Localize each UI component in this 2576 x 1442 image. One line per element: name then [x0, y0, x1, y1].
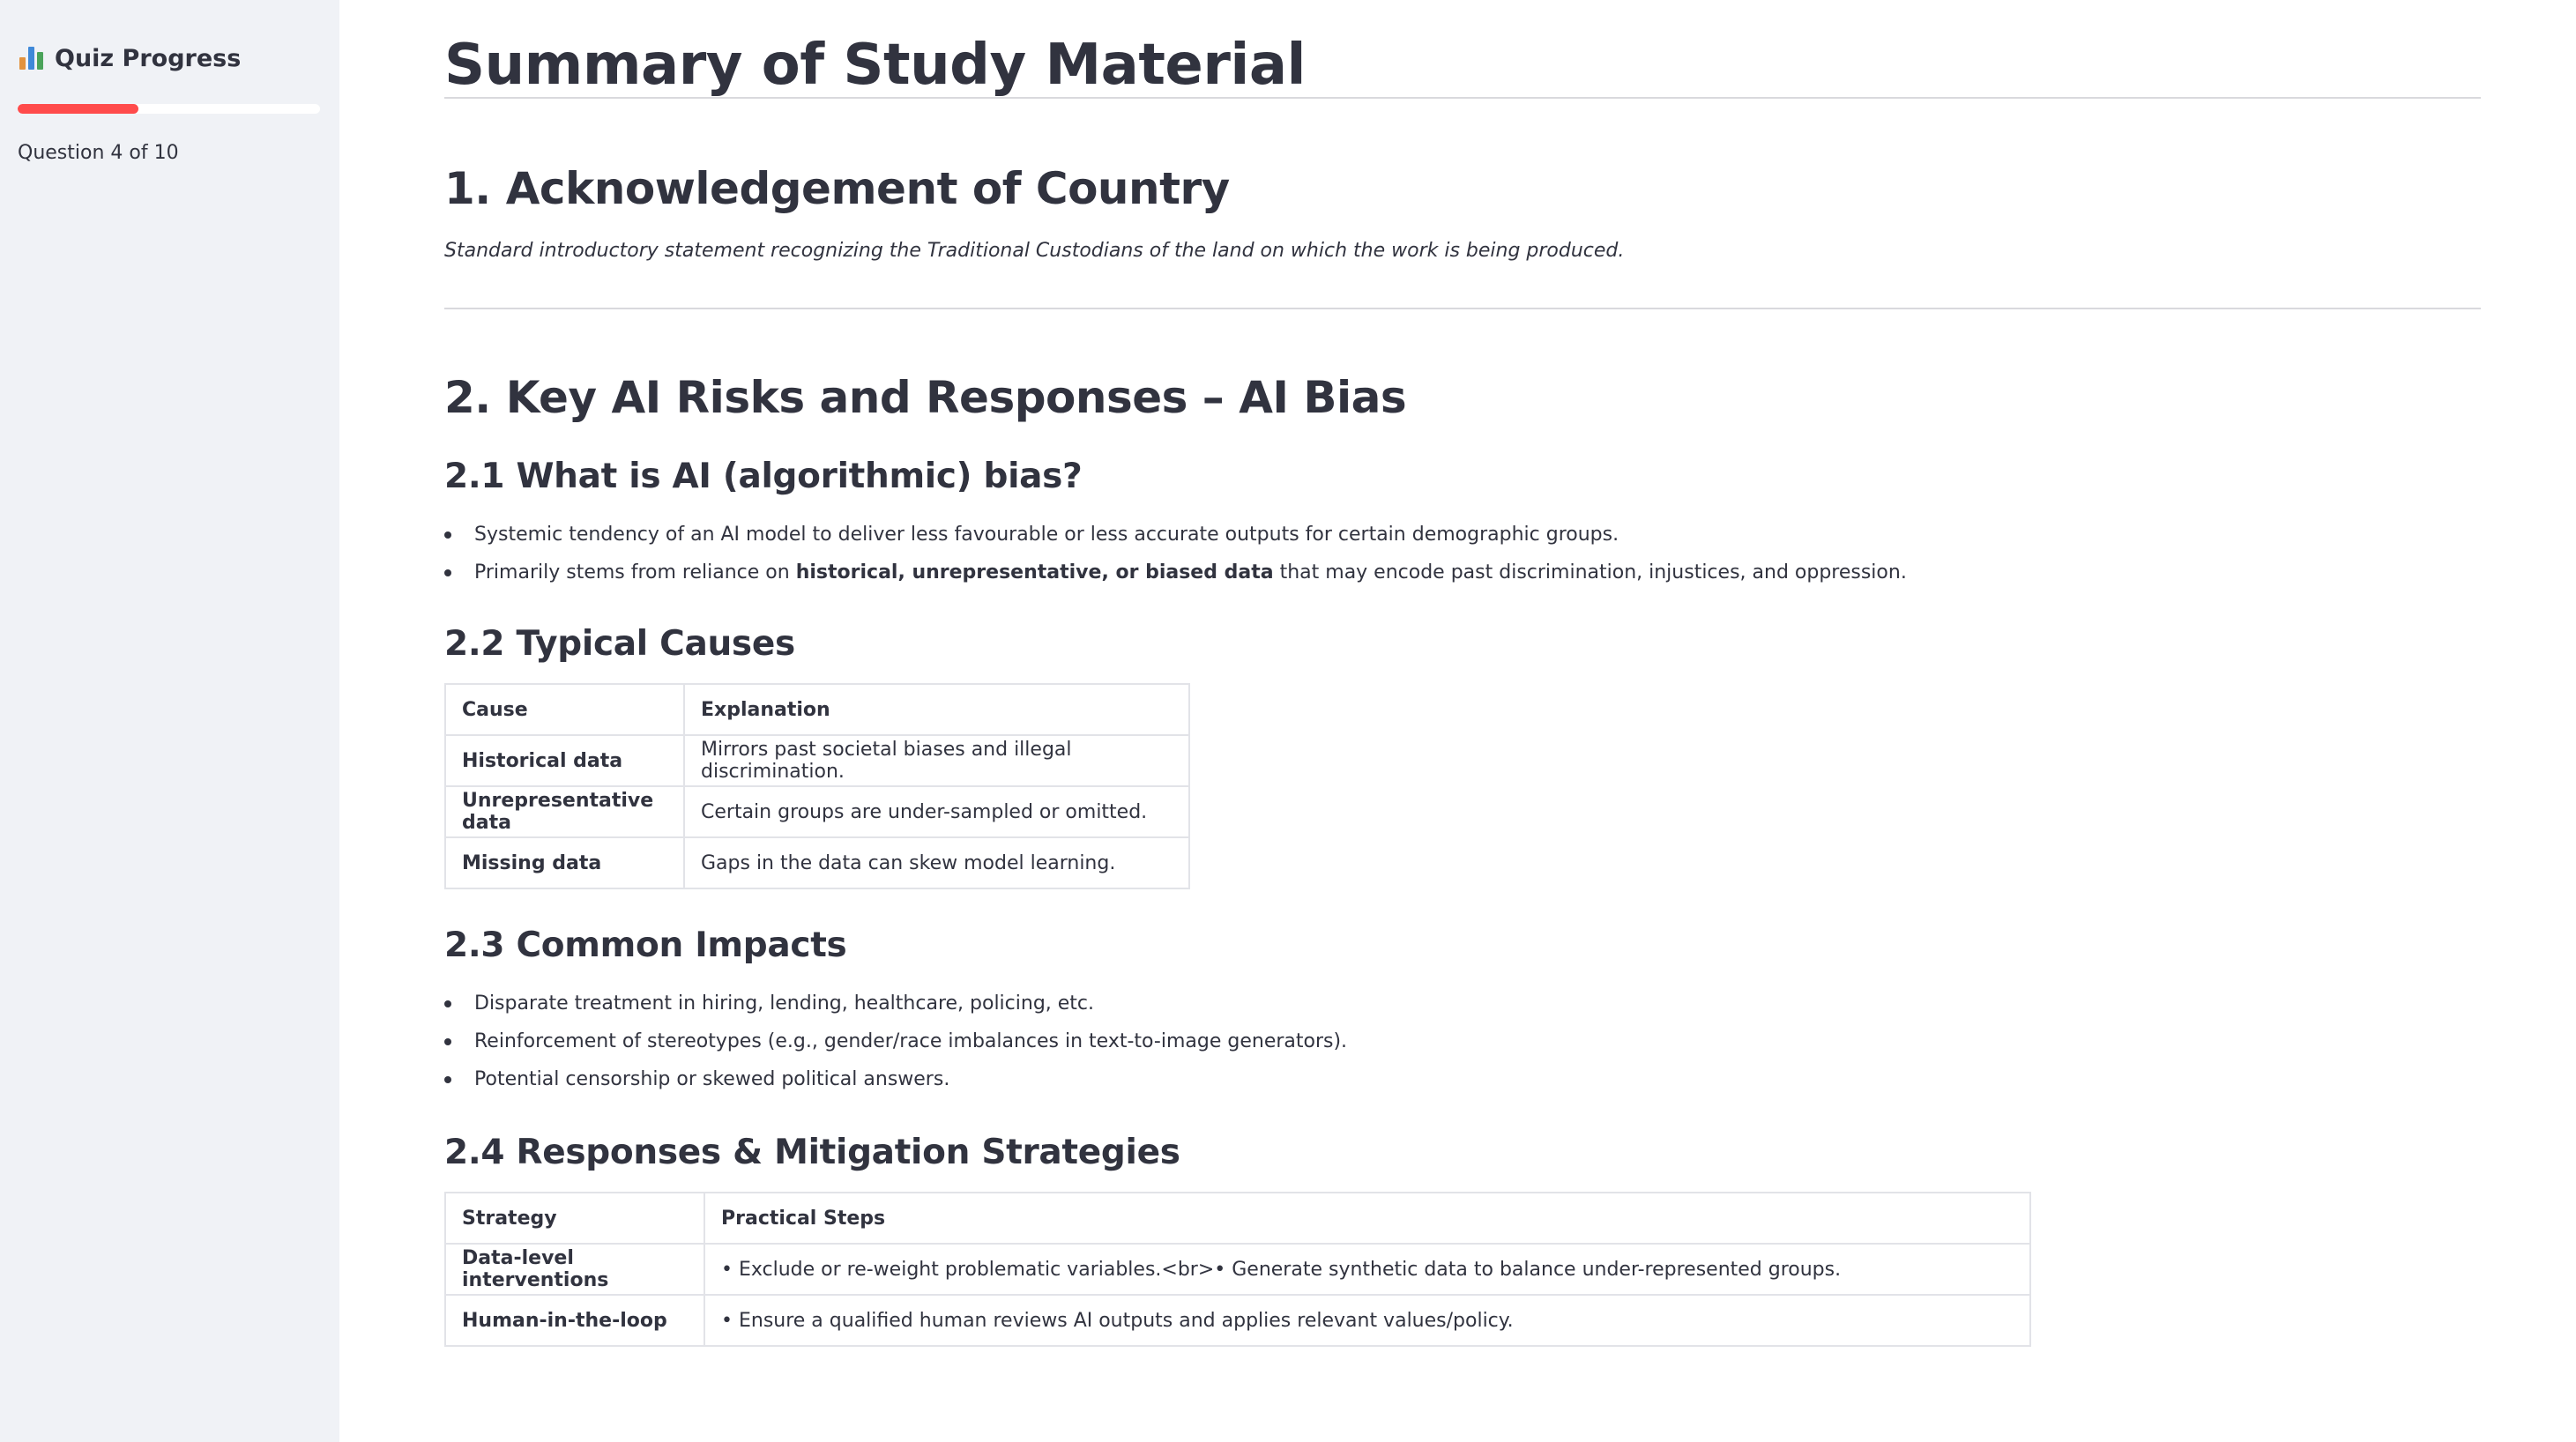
table-header-cell: Strategy [445, 1193, 704, 1244]
table-cell: Historical data [445, 735, 684, 786]
list-item: Primarily stems from reliance on historical, unrepresentative, or biased data that may encode past discrimination, injustices, and oppression. [444, 554, 2481, 591]
table-cell: Mirrors past societal biases and illegal discrimination. [684, 735, 1189, 786]
table-cell: • Exclude or re-weight problematic variables.<br>• Generate synthetic data to balance under-represented groups. [704, 1244, 2030, 1295]
question-counter: Question 4 of 10 [18, 142, 179, 164]
table-header-cell: Explanation [684, 684, 1189, 735]
sidebar [0, 0, 339, 1442]
table-header-cell: Cause [445, 684, 684, 735]
table-cell: Certain groups are under-sampled or omitted. [684, 786, 1189, 837]
quiz-progress-fill [18, 104, 138, 114]
section-1-text: Standard introductory statement recognizing the Traditional Custodians of the land on which the work is being produced. [444, 240, 1625, 262]
section-2-3-list [444, 985, 2481, 1098]
sidebar-title [18, 44, 322, 72]
sidebar-title-label: Quiz Progress [55, 44, 242, 72]
table-cell: Human-in-the-loop [445, 1295, 704, 1346]
table-cell: Data-level interventions [445, 1244, 704, 1295]
divider [444, 308, 2481, 309]
table-header-cell: Practical Steps [704, 1193, 2030, 1244]
list-item: Reinforcement of stereotypes (e.g., gender/race imbalances in text-to-image generators). [444, 1022, 2481, 1060]
table-row [445, 1295, 2030, 1346]
table-cell: Missing data [445, 837, 684, 888]
table-cell: Unrepresentative data [445, 786, 684, 837]
section-1-heading: 1. Acknowledgement of Country [444, 163, 1230, 214]
table-cell: Gaps in the data can skew model learning. [684, 837, 1189, 888]
table-row [445, 1244, 2030, 1295]
quiz-progress-bar [18, 104, 320, 114]
table-cell: • Ensure a qualified human reviews AI outputs and applies relevant values/policy. [704, 1295, 2030, 1346]
section-2-2-heading: 2.2 Typical Causes [444, 624, 795, 664]
bar-chart-icon [18, 44, 46, 72]
main-content [444, 0, 2481, 1347]
table-row [445, 786, 1189, 837]
page-title: Summary of Study Material [444, 33, 1306, 98]
list-item: Disparate treatment in hiring, lending, healthcare, policing, etc. [444, 985, 2481, 1022]
section-2-3-heading: 2.3 Common Impacts [444, 925, 847, 965]
list-item: Systemic tendency of an AI model to deliver less favourable or less accurate outputs for certain demographic groups. [444, 516, 2481, 554]
table-row [445, 735, 1189, 786]
section-2-1-list [444, 516, 2481, 591]
table-header-row [445, 1193, 2030, 1244]
list-item: Potential censorship or skewed political answers. [444, 1060, 2481, 1098]
table-header-row [445, 684, 1189, 735]
section-2-1-heading: 2.1 What is AI (algorithmic) bias? [444, 457, 1083, 496]
strategies-table [444, 1192, 2031, 1347]
causes-table [444, 683, 1190, 889]
section-2-heading: 2. Key AI Risks and Responses – AI Bias [444, 372, 1407, 423]
section-2-4-heading: 2.4 Responses & Mitigation Strategies [444, 1133, 1180, 1172]
table-row [445, 837, 1189, 888]
